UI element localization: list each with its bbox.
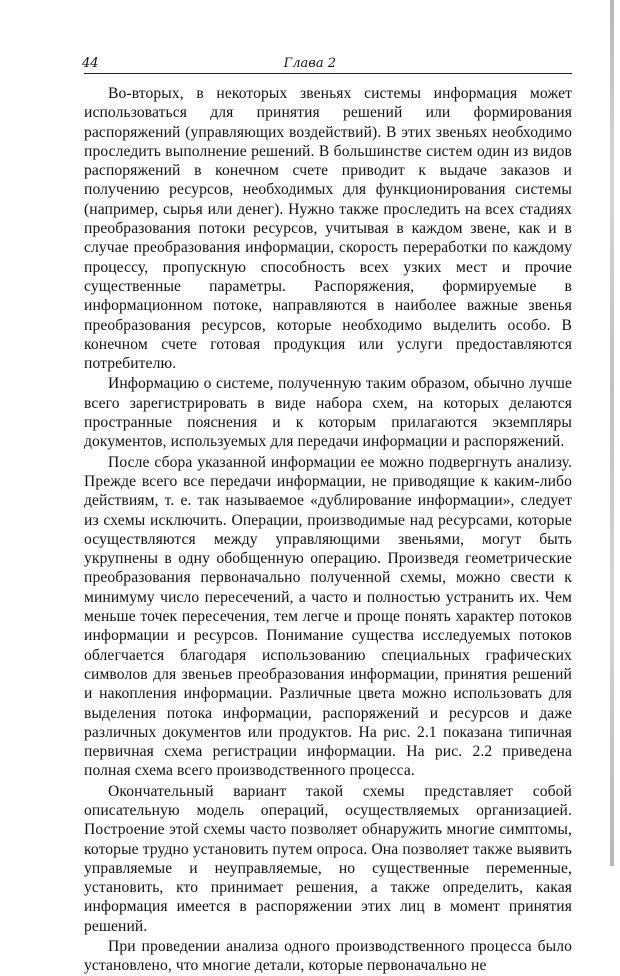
paragraph: Во-вторых, в некоторых звеньях системы информация может использоваться для принятия решений или формирования распоряжений (управляющих воздействий). В этих звеньях необходимо проследить выполнение решений. В большинстве систем один из видов распоряжений в конечном счете приводит к выдаче заказов и получению ресурсов, необходимых для функционирования системы (например, сырья или денег). Нужно также проследить на всех стадиях преобразования потоки ресурсов, учитывая в каждом звене, как и в случае преобразования информации, скорость переработки по каждому процессу, пропускную способность всех узких мест и прочие существенные параметры. Распоряжения, формируемые в информационном потоке, направляются в наиболее важные звенья преобразования ресурсов, которые необходимо выделить особо. В конечном счете готовая продукция или услуги предоставляются потребителю. [84,85,572,373]
paragraph: Окончательный вариант такой схемы представляет собой описательную модель операций, осуществляемых организацией. Построение этой схемы часто позволяет обнаружить многие симптомы, которые трудно установить путем опроса. Она позволяет также выявить управляемые и неуправляемые, но существенные переменные, установить, кто принимает решения, а также определить, какая информация имеется в распоряжении этих лиц в момент принятия решений. [84,782,572,935]
scan-edge [610,0,614,866]
chapter-title: Глава 2 [283,56,336,71]
paragraph: После сбора указанной информации ее можно подвергнуть анализу. Прежде всего все передачи информации, не приводящие к каким-либо действиям, т. е. так называемое «дублирование информации», следует из схемы исключить. Операции, производимые над ресурсами, которые осуществляются между управляющими звеньями, могут быть укрупнены в одну обобщенную операцию. Произведя геометрические преобразования первоначально полученной схемы, можно свести к минимуму число пересечений, а часто и полностью устранить их. Чем меньше точек пересечения, тем легче и проще понять характер потоков информации и ресурсов. Понимание существа исследуемых потоков облегчается благодаря использованию специальных графических символов для звеньев преобразования информации, принятия решений и накопления информации. Различные цвета можно использовать для выделения потока информации, распоряжений и ресурсов и даже различных документов или продуктов. На рис. 2.1 показана типичная первичная схема регистрации информации. На рис. 2.2 приведена полная схема всего производственного процесса. [84,453,572,780]
page-content [84,56,572,976]
paragraph: Информацию о системе, полученную таким образом, обычно лучше всего зарегистрировать в виде набора схем, на которых делаются пространные пояснения и к которым прилагаются экземпляры документов, используемых для передачи информации и распоряжений. [84,375,572,451]
page-number: 44 [82,56,99,71]
paragraph: При проведении анализа одного производственного процесса было установлено, что многие детали, которые первоначально не [84,938,572,975]
running-header [84,56,572,74]
